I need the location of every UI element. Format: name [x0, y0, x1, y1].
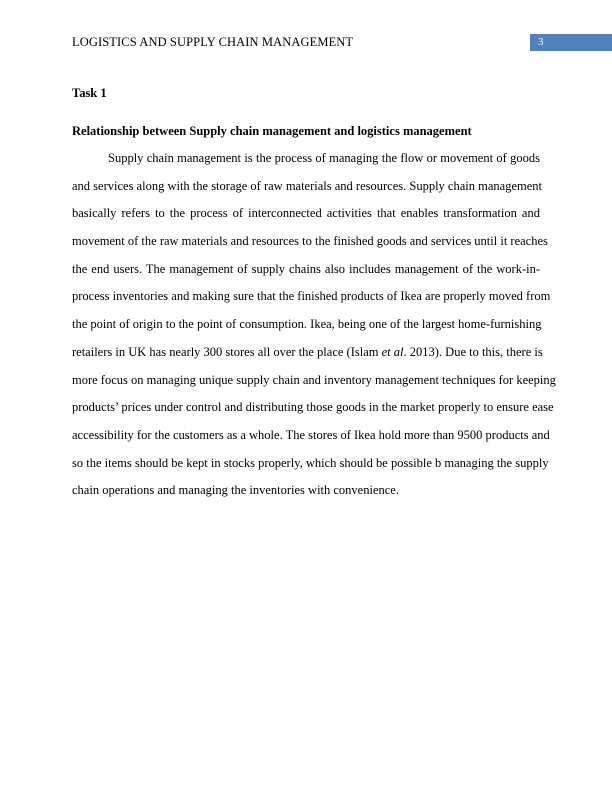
paragraph-line: movement of the raw materials and resources to the finished goods and services until it reaches — [72, 234, 548, 249]
paragraph-line: and services along with the storage of raw materials and resources. Supply chain management — [72, 178, 542, 193]
paragraph-line: process inventories and making sure that the finished products of Ikea are properly moved from — [72, 289, 551, 304]
running-header-title: LOGISTICS AND SUPPLY CHAIN MANAGEMENT — [72, 35, 354, 49]
paragraph-line: accessibility for the customers as a whole. The stores of Ikea hold more than 9500 products and — [72, 427, 550, 442]
paragraph-line: chain operations and managing the inventories with convenience. — [72, 483, 399, 498]
paragraph-line: the point of origin to the point of consumption. Ikea, being one of the largest home-furnishing — [72, 317, 542, 332]
page-number: 3 — [538, 36, 544, 48]
paragraph-line: the end users. The management of supply chains also includes management of the work-in- — [72, 261, 540, 276]
paragraph-line: more focus on managing unique supply chain and inventory management techniques for keeping — [72, 372, 556, 387]
paragraph-line: products’ prices under control and distributing those goods in the market properly to ensure ease — [72, 400, 554, 415]
paragraph-line: so the items should be kept in stocks properly, which should be possible b managing the supply — [72, 455, 549, 470]
body-paragraph — [72, 145, 556, 505]
paragraph-line: basically refers to the process of interconnected activities that enables transformation and — [72, 206, 540, 221]
citation-et-al: et al — [381, 344, 404, 359]
task-heading: Task 1 — [72, 86, 107, 100]
page-number-badge — [530, 34, 612, 51]
paragraph-line: retailers in UK has nearly 300 stores all over the place (Islam et al. 2013). Due to this, there is — [72, 344, 543, 359]
paragraph-line: Supply chain management is the process of managing the flow or movement of goods — [108, 151, 540, 165]
section-heading: Relationship between Supply chain management and logistics management — [72, 124, 472, 138]
